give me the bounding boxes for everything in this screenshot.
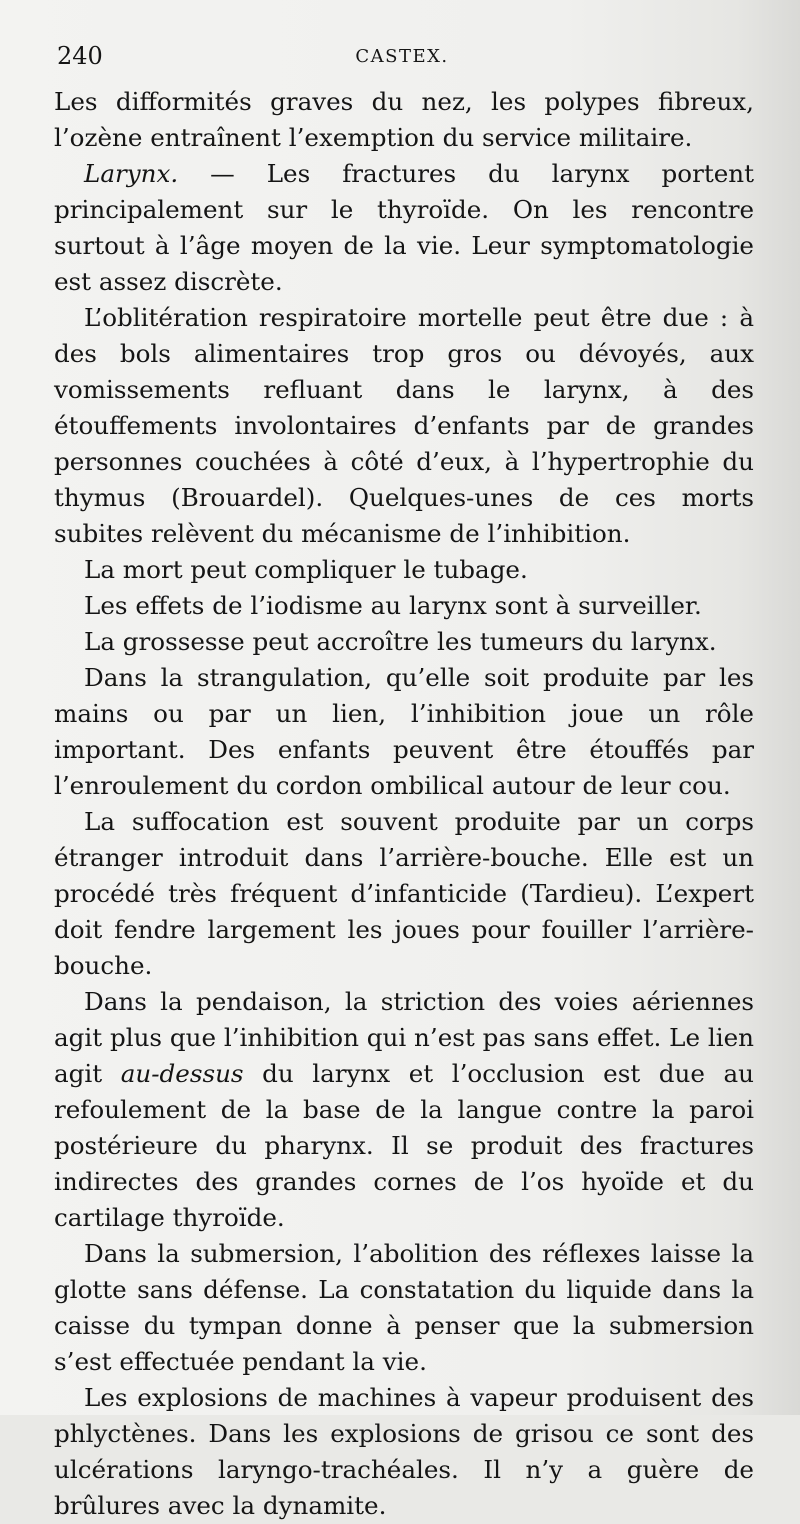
page-number: 240 — [57, 42, 103, 70]
paragraph — [54, 156, 754, 300]
paragraph — [54, 1236, 754, 1380]
section-lead: Larynx. — [84, 159, 179, 188]
paragraph-text: — Les fractures du larynx portent principalement sur le thyroïde. On les rencontre surtout à l’âge moyen de la vie. Leur symptomatologie est assez discrète. — [54, 159, 754, 296]
paragraph-text: Dans la submersion, l’abolition des réflexes laisse la glotte sans défense. La constatation du liquide dans la caisse du tympan donne à penser que la submersion s’est effectuée pendant la vie. — [54, 1239, 754, 1376]
paragraph — [54, 552, 754, 588]
paragraph — [54, 624, 754, 660]
paragraph — [54, 1380, 754, 1524]
page-header — [57, 40, 747, 80]
paragraph — [54, 804, 754, 984]
paragraph-text: La mort peut compliquer le tubage. — [84, 555, 528, 584]
paragraph — [54, 984, 754, 1236]
paragraph-text: La suffocation est souvent produite par un corps étranger introduit dans l’arrière-bouche. Elle est un procédé très fréquent d’infanticide (Tardieu). L’expert doit fendre largement les joues pour fouiller l’arrière-bouche. — [54, 807, 754, 980]
running-head: CASTEX. — [355, 46, 449, 67]
paragraph — [54, 84, 754, 156]
paragraph-text: du larynx et l’occlusion est due au refoulement de la base de la langue contre la paroi postérieure du pharynx. Il se produit des fractures indirectes des grandes cornes de l’os hyoïde et du cartilage thyroïde. — [54, 1059, 754, 1232]
paragraph-text: L’oblitération respiratoire mortelle peut être due : à des bols alimentaires trop gros ou dévoyés, aux vomissements refluant dans le larynx, à des étouffements involontaires d’enfants par de grandes personnes couchées à côté d’eux, à l’hypertrophie du thymus (Brouardel). Quelques-unes de ces morts subites relèvent du mécanisme de l’inhibition. — [54, 303, 754, 548]
paragraph-text: Les effets de l’iodisme au larynx sont à surveiller. — [84, 591, 702, 620]
paragraph-text: Dans la strangulation, qu’elle soit produite par les mains ou par un lien, l’inhibition joue un rôle important. Des enfants peuvent être étouffés par l’enroulement du cordon ombilical autour de leur cou. — [54, 663, 754, 800]
emphasis: au-dessus — [120, 1059, 244, 1088]
paragraph — [54, 300, 754, 552]
paragraph-text: Dans la pendaison, la striction des voies aériennes agit plus que l’inhibition qui n’est pas sans effet. Le lien agit — [54, 987, 754, 1088]
paragraph — [54, 660, 754, 804]
paragraph-text: Les difformités graves du nez, les polypes fibreux, l’ozène entraînent l’exemption du service militaire. — [54, 87, 754, 152]
body-text — [54, 84, 754, 1524]
paragraph — [54, 588, 754, 624]
paragraph-text: Les explosions de machines à vapeur produisent des phlyctènes. Dans les explosions de grisou ce sont des ulcérations laryngo-trachéales. Il n’y a guère de brûlures avec la dynamite. — [54, 1383, 754, 1520]
paragraph-text: La grossesse peut accroître les tumeurs du larynx. — [84, 627, 717, 656]
